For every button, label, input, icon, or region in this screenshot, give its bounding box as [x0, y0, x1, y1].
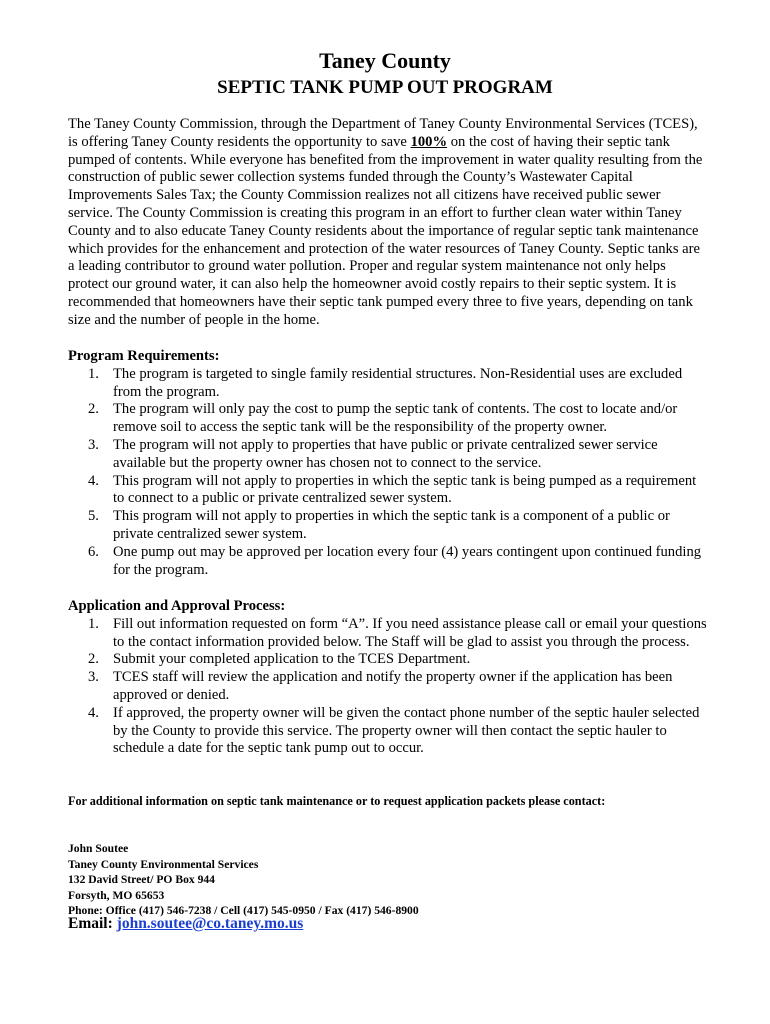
page-subtitle: SEPTIC TANK PUMP OUT PROGRAM: [217, 77, 553, 98]
contact-intro: For additional information on septic tank maintenance or to request application packets please contact:: [68, 794, 606, 808]
contact-phone: Phone: Office (417) 546-7238 / Cell (417) 545-0950 / Fax (417) 546-8900: [68, 904, 419, 917]
list-number: 4.: [88, 472, 99, 489]
list-item: [68, 437, 708, 473]
list-item-text: The program is targeted to single family residential structures. Non-Residential uses are excluded from the program.: [113, 365, 683, 400]
intro-text-rest: on the cost of having their septic tank pumped of contents. While everyone has benefited from the improvement in water quality resulting from the construction of public sewer collection systems funded through the County’s Wastewater Capital Improvements Sales Tax; the County Commission realizes not all citizens have received public sewer service. The County Commission is creating this program in an effort to further clean water within Taney County and to also educate Taney County residents about the importance of regular septic tank maintenance which provides for the enhancement and protection of the water resources of Taney County. Septic tanks are a leading contributor to ground water pollution. Proper and regular system maintenance not only helps protect our ground water, it can also help the homeowner avoid costly repairs to their septic system. It is recommended that homeowners have their septic tank pumped every three to five years, depending on tank size and the number of people in the home.: [68, 133, 703, 328]
process-list: [68, 616, 708, 758]
email-label: Email:: [68, 915, 113, 932]
list-item-text: Fill out information requested on form “A”. If you need assistance please call or email your questions to the contact information provided below. The Staff will be glad to assist you through the process.: [113, 615, 707, 650]
requirements-section: [68, 348, 708, 579]
list-number: 5.: [88, 508, 99, 525]
list-item-text: TCES staff will review the application and notify the property owner if the application has been approved or denied.: [113, 669, 673, 703]
list-item-text: This program will not apply to properties in which the septic tank is a component of a public or private centralized sewer system.: [113, 508, 670, 542]
list-number: 1.: [88, 365, 99, 382]
list-number: 3.: [88, 669, 99, 686]
list-item: [68, 508, 708, 544]
list-item: [68, 705, 708, 758]
list-number: 6.: [88, 543, 99, 560]
intro-text-start: The Taney County Commission, through the Department of Taney County Environmental Services (TCES), is offering Taney County residents the opportunity to save: [68, 116, 698, 150]
email-link[interactable]: john.soutee@co.taney.mo.us: [116, 915, 304, 932]
contact-city: Forsyth, MO 65653: [68, 888, 165, 902]
list-item-text: If approved, the property owner will be given the contact phone number of the septic hauler selected by the County to provide this service. The property owner will then contact the septic hauler to schedule a date for the septic tank pump out to occur.: [113, 704, 700, 757]
list-item-text: One pump out may be approved per location every four (4) years contingent upon continued funding for the program.: [113, 543, 702, 578]
intro-paragraph: [68, 116, 708, 330]
list-item-text: The program will not apply to properties that have public or private centralized sewer service available but the property owner has chosen not to connect to the service.: [113, 436, 658, 471]
contact-block: [68, 841, 419, 919]
list-item-text: Submit your completed application to the TCES Department.: [113, 651, 471, 668]
list-number: 2.: [88, 651, 99, 668]
list-number: 4.: [88, 704, 99, 721]
list-item: [68, 616, 708, 652]
list-number: 3.: [88, 436, 99, 453]
list-item: [68, 401, 708, 437]
contact-street: 132 David Street/ PO Box 944: [68, 873, 215, 886]
list-item: [68, 651, 708, 669]
requirements-list: [68, 366, 708, 580]
contact-name: John Soutee: [68, 842, 129, 855]
requirements-heading: Program Requirements:: [68, 348, 220, 364]
email-row: [68, 914, 303, 934]
contact-organization: Taney County Environmental Services: [68, 857, 259, 871]
list-number: 2.: [88, 401, 99, 418]
list-item: [68, 473, 708, 509]
list-item: [68, 544, 708, 580]
list-item: [68, 366, 708, 402]
list-item-text: The program will only pay the cost to pump the septic tank of contents. The cost to locate and/or remove soil to access the septic tank will be the responsibility of the property owner.: [113, 401, 678, 436]
page-title: Taney County: [319, 48, 451, 73]
list-item-text: This program will not apply to properties in which the septic tank is being pumped as a requirement to connect to a public or private centralized sewer system.: [113, 472, 697, 507]
process-heading: Application and Approval Process:: [68, 598, 286, 614]
savings-highlight: 100%: [410, 133, 448, 150]
process-section: [68, 598, 708, 758]
list-item: [68, 669, 708, 705]
list-number: 1.: [88, 615, 99, 632]
